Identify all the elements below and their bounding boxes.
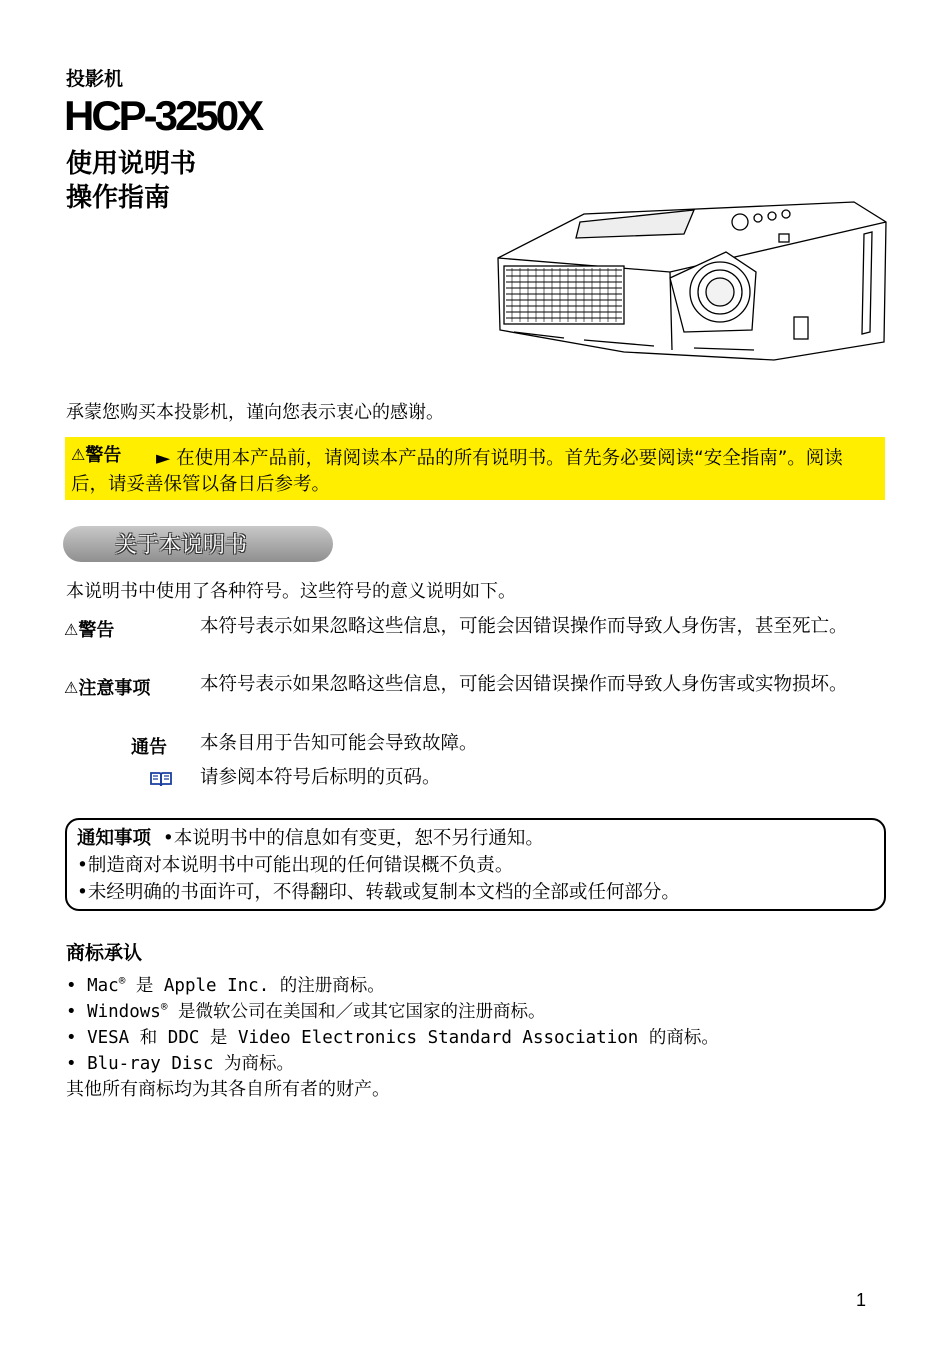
title-line-2: 操作指南 — [66, 183, 171, 213]
section-heading — [63, 526, 333, 562]
trademark-item: • Blu-ray Disc 为商标。 — [66, 1054, 295, 1074]
warning-triangle-icon: ⚠ — [64, 678, 79, 697]
book-icon — [149, 770, 173, 788]
trademarks-footer: 其他所有商标均为其各自所有者的财产。 — [66, 1079, 390, 1100]
notice-line-2: •制造商对本说明书中可能出现的任何错误概不负责。 — [77, 855, 514, 876]
symbol-warning-label: ⚠警告 — [64, 620, 115, 641]
symbol-notice-text: 本条目用于告知可能会导致故障。 — [200, 733, 478, 754]
notice-label: 通知事项 — [77, 828, 152, 849]
title-line-1: 使用说明书 — [66, 149, 197, 179]
top-warning-box — [65, 437, 885, 500]
top-warning-text: ► 在使用本产品前，请阅读本产品的所有说明书。首先务必要阅读“安全指南”。阅读后，请妥善保管以备日后参考。 — [71, 448, 843, 495]
trademark-item: • Mac® 是 Apple Inc. 的注册商标。 — [66, 974, 385, 996]
notice-line-3: •未经明确的书面许可，不得翻印、转载或复制本文档的全部或任何部分。 — [77, 882, 680, 903]
trademark-item: • Windows® 是微软公司在美国和／或其它国家的注册商标。 — [66, 1000, 546, 1022]
document-title — [66, 147, 196, 215]
symbols-intro: 本说明书中使用了各种符号。这些符号的意义说明如下。 — [66, 581, 516, 602]
projector-illustration — [494, 192, 888, 380]
trademarks-heading: 商标承认 — [66, 942, 143, 964]
symbol-caution-text: 本符号表示如果忽略这些信息，可能会因错误操作而导致人身伤害或实物损坏。 — [200, 674, 848, 695]
trademark-item: • VESA 和 DDC 是 Video Electronics Standard Association 的商标。 — [66, 1028, 719, 1048]
top-warning-label: ⚠警告 — [71, 445, 122, 466]
symbol-warning-text: 本符号表示如果忽略这些信息，可能会因错误操作而导致人身伤害，甚至死亡。 — [200, 616, 848, 637]
product-category: 投影机 — [66, 68, 124, 90]
notice-line-1: 通知事项 •本说明书中的信息如有变更，恕不另行通知。 — [77, 828, 544, 849]
page-number: 1 — [856, 1290, 867, 1310]
model-name: HCP-3250X — [64, 92, 262, 139]
symbol-caution-label: ⚠注意事项 — [64, 678, 151, 699]
warning-triangle-icon: ⚠ — [64, 620, 79, 639]
notice-box — [65, 818, 886, 911]
warning-triangle-icon: ⚠ — [71, 445, 86, 464]
symbol-page-ref-text: 请参阅本符号后标明的页码。 — [200, 767, 441, 788]
intro-text: 承蒙您购买本投影机，谨向您表示衷心的感谢。 — [66, 402, 444, 423]
symbol-notice-label: 通告 — [131, 737, 167, 758]
section-heading-text: 关于本说明书 — [115, 533, 248, 558]
